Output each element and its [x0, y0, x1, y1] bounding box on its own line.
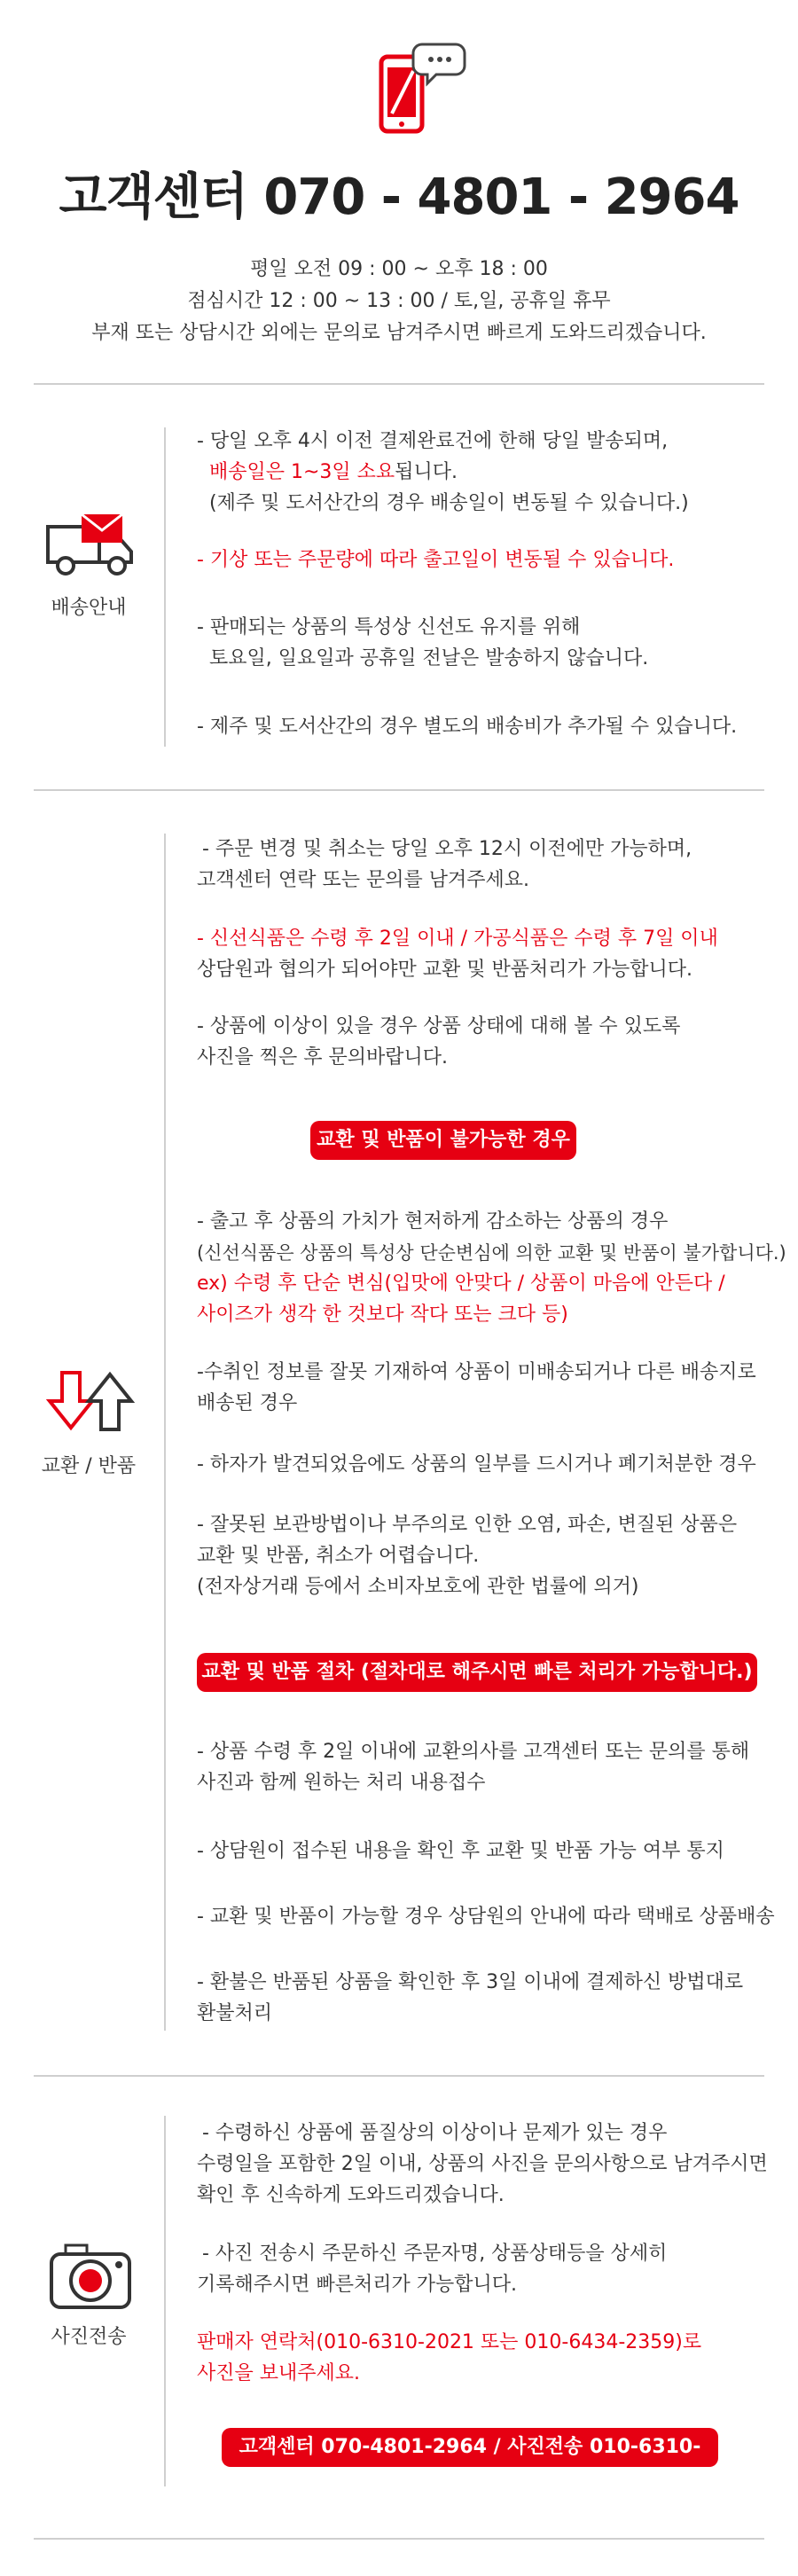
exchange-text: 배송된 경우 — [197, 1392, 298, 1414]
business-hours: 평일 오전 09 : 00 ~ 오후 18 : 00 — [250, 258, 548, 280]
shipping-text: (제주 및 도서산간의 경우 배송일이 변동될 수 있습니다.) — [209, 492, 689, 514]
exchange-text: (신선식품은 상품의 특성상 단순변심에 의한 교환 및 반품이 불가합니다.) — [197, 1242, 786, 1264]
camera-icon — [46, 2242, 135, 2316]
exchange-text-highlight: - 신선식품은 수령 후 2일 이내 / 가공식품은 수령 후 7일 이내 — [197, 928, 718, 950]
shipping-text: - 제주 및 도서산간의 경우 별도의 배송비가 추가될 수 있습니다. — [197, 716, 738, 738]
exchange-text: - 환불은 반품된 상품을 확인한 후 3일 이내에 결제하신 방법대로 — [197, 1971, 744, 1993]
shipping-text-warning: - 기상 또는 주문량에 따라 출고일이 변동될 수 있습니다. — [197, 549, 675, 571]
exchange-text: - 상품 수령 후 2일 이내에 교환의사를 고객센터 또는 문의를 통해 — [197, 1741, 750, 1763]
phone-chat-icon — [371, 37, 468, 137]
exchange-text-example: 사이즈가 생각 한 것보다 작다 또는 크다 등) — [197, 1304, 568, 1326]
exchange-text: - 상담원이 접수된 내용을 확인 후 교환 및 반품 가능 여부 통지 — [197, 1840, 724, 1862]
exchange-text: (전자상거래 등에서 소비자보호에 관한 법률에 의거) — [197, 1576, 639, 1598]
photo-text: - 사진 전송시 주문하신 주문자명, 상품상태등을 상세히 — [202, 2243, 668, 2265]
photo-text: 기록해주시면 빠른처리가 가능합니다. — [197, 2274, 518, 2296]
exchange-text: 상담원과 협의가 되어야만 교환 및 반품처리가 가능합니다. — [197, 959, 693, 981]
badge-not-returnable: 교환 및 반품이 불가능한 경우 — [310, 1121, 576, 1160]
section-rule — [164, 427, 166, 747]
shipping-days-highlight: 배송일은 1~3일 소요 — [209, 461, 395, 483]
exchange-text: - 주문 변경 및 취소는 당일 오후 12시 이전에만 가능하며, — [202, 838, 692, 860]
exchange-text-example: ex) 수령 후 단순 변심(입맛에 안맞다 / 상품이 마음에 안든다 / — [197, 1272, 725, 1295]
section-label-shipping: 배송안내 — [51, 597, 127, 619]
delivery-truck-icon — [35, 509, 142, 583]
shipping-days-suffix: 됩니다. — [395, 461, 458, 483]
section-divider — [34, 2075, 764, 2077]
section-label-photo: 사진전송 — [51, 2326, 127, 2348]
section-divider — [34, 2538, 764, 2540]
shipping-text: 토요일, 일요일과 공휴일 전날은 발송하지 않습니다. — [209, 647, 649, 669]
lunch-hours: 점심시간 12 : 00 ~ 13 : 00 / 토,일, 공휴일 휴무 — [187, 290, 611, 312]
exchange-text: 교환 및 반품, 취소가 어렵습니다. — [197, 1545, 480, 1567]
photo-text: - 수령하신 상품에 품질상의 이상이나 문제가 있는 경우 — [202, 2122, 668, 2144]
shipping-text — [209, 457, 458, 489]
exchange-text: -수취인 정보를 잘못 기재하여 상품이 미배송되거나 다른 배송지로 — [197, 1361, 756, 1383]
section-divider — [34, 789, 764, 791]
exchange-text: 사진과 함께 원하는 처리 내용접수 — [197, 1772, 486, 1794]
section-divider — [34, 383, 764, 385]
exchange-text: - 출고 후 상품의 가치가 현저하게 감소하는 상품의 경우 — [197, 1210, 669, 1233]
photo-text: 확인 후 신속하게 도와드리겠습니다. — [197, 2184, 505, 2206]
shipping-text: - 판매되는 상품의 특성상 신선도 유지를 위해 — [197, 616, 581, 638]
badge-contact-numbers: 고객센터 070-4801-2964 / 사진전송 010-6310-2021 — [222, 2428, 718, 2467]
photo-contact-text: 사진을 보내주세요. — [197, 2362, 361, 2384]
shipping-text: - 당일 오후 4시 이전 결제완료건에 한해 당일 발송되며, — [197, 430, 669, 452]
page-title: 고객센터 070 - 4801 - 2964 — [59, 168, 739, 226]
exchange-arrows-icon — [35, 1366, 142, 1440]
photo-text: 수령일을 포함한 2일 이내, 상품의 사진을 문의사항으로 남겨주시면 — [197, 2153, 768, 2175]
badge-return-procedure: 교환 및 반품 절차 (절차대로 해주시면 빠른 처리가 가능합니다.) — [197, 1653, 757, 1692]
photo-contact-text: 판매자 연락처(010-6310-2021 또는 010-6434-2359)로 — [197, 2331, 702, 2353]
section-rule — [164, 2116, 166, 2486]
exchange-text: 고객센터 연락 또는 문의를 남겨주세요. — [197, 869, 529, 891]
exchange-text: - 상품에 이상이 있을 경우 상품 상태에 대해 볼 수 있도록 — [197, 1015, 681, 1037]
exchange-text: 사진을 찍은 후 문의바랍니다. — [197, 1046, 448, 1069]
absence-notice: 부재 또는 상담시간 외에는 문의로 남겨주시면 빠르게 도와드리겠습니다. — [91, 322, 707, 344]
exchange-text: 환불처리 — [197, 2002, 273, 2024]
section-label-exchange: 교환 / 반품 — [41, 1455, 137, 1477]
exchange-text: - 잘못된 보관방법이나 부주의로 인한 오염, 파손, 변질된 상품은 — [197, 1514, 738, 1536]
section-rule — [164, 834, 166, 2031]
exchange-text: - 하자가 발견되었음에도 상품의 일부를 드시거나 폐기처분한 경우 — [197, 1453, 756, 1476]
exchange-text: - 교환 및 반품이 가능할 경우 상담원의 안내에 따라 택배로 상품배송 — [197, 1906, 775, 1928]
